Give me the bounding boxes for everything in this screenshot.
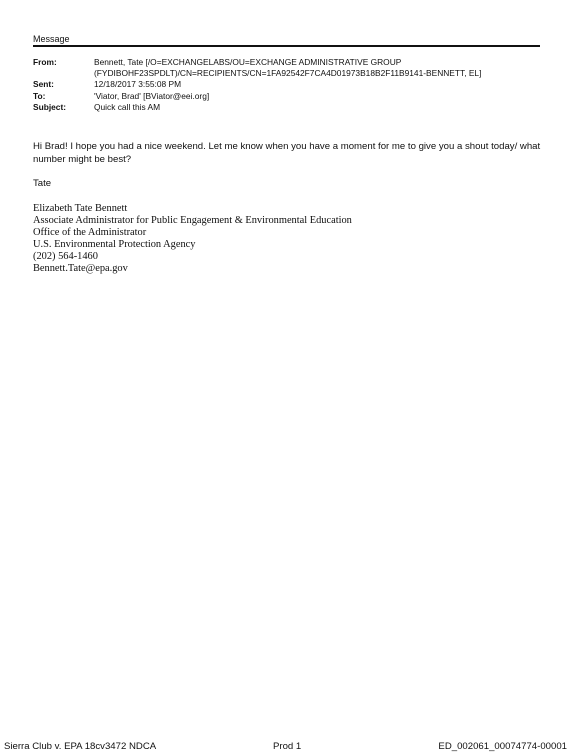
message-body: Hi Brad! I hope you had a nice weekend. Let me know when you have a moment for me to give you a shout today/ what number might be best? (33, 141, 541, 166)
from-label: From: (33, 57, 57, 67)
email-header (33, 57, 543, 113)
from-row (33, 57, 543, 79)
sent-value: 12/18/2017 3:55:08 PM (94, 79, 182, 90)
sent-label: Sent: (33, 79, 54, 90)
from-value-line1: Bennett, Tate [/O=EXCHANGELABS/OU=EXCHANGE ADMINISTRATIVE GROUP (94, 57, 402, 67)
subject-row (33, 102, 543, 113)
from-value (94, 57, 543, 79)
signature-office: Office of the Administrator (33, 227, 147, 239)
to-label: To: (33, 90, 46, 101)
footer-case-caption: Sierra Club v. EPA 18cv3472 NDCA (4, 741, 157, 752)
subject-label: Subject: (33, 101, 67, 112)
footer-bates-number: ED_002061_00074774-00001 (438, 741, 567, 752)
subject-value: Quick call this AM (94, 101, 161, 112)
signature-agency: U.S. Environmental Protection Agency (33, 239, 196, 251)
signature-name: Elizabeth Tate Bennett (33, 203, 128, 214)
signature-phone: (202) 564-1460 (33, 251, 98, 263)
header-divider (33, 45, 540, 47)
to-row (33, 91, 543, 102)
to-value: 'Viator, Brad' [BViator@eei.org] (94, 90, 210, 101)
signature-email: Bennett.Tate@epa.gov (33, 263, 128, 275)
footer-production: Prod 1 (273, 741, 302, 752)
email-signature (33, 203, 352, 276)
signature-title: Associate Administrator for Public Engagement & Environmental Education (33, 215, 352, 227)
sent-row (33, 79, 543, 90)
from-value-line2: (FYDIBOHF23SPDLT)/CN=RECIPIENTS/CN=1FA92542F7CA4D01973B18B2F11B9141-BENNETT, EL] (94, 68, 482, 79)
message-label: Message (33, 34, 70, 44)
message-signoff: Tate (33, 178, 52, 189)
